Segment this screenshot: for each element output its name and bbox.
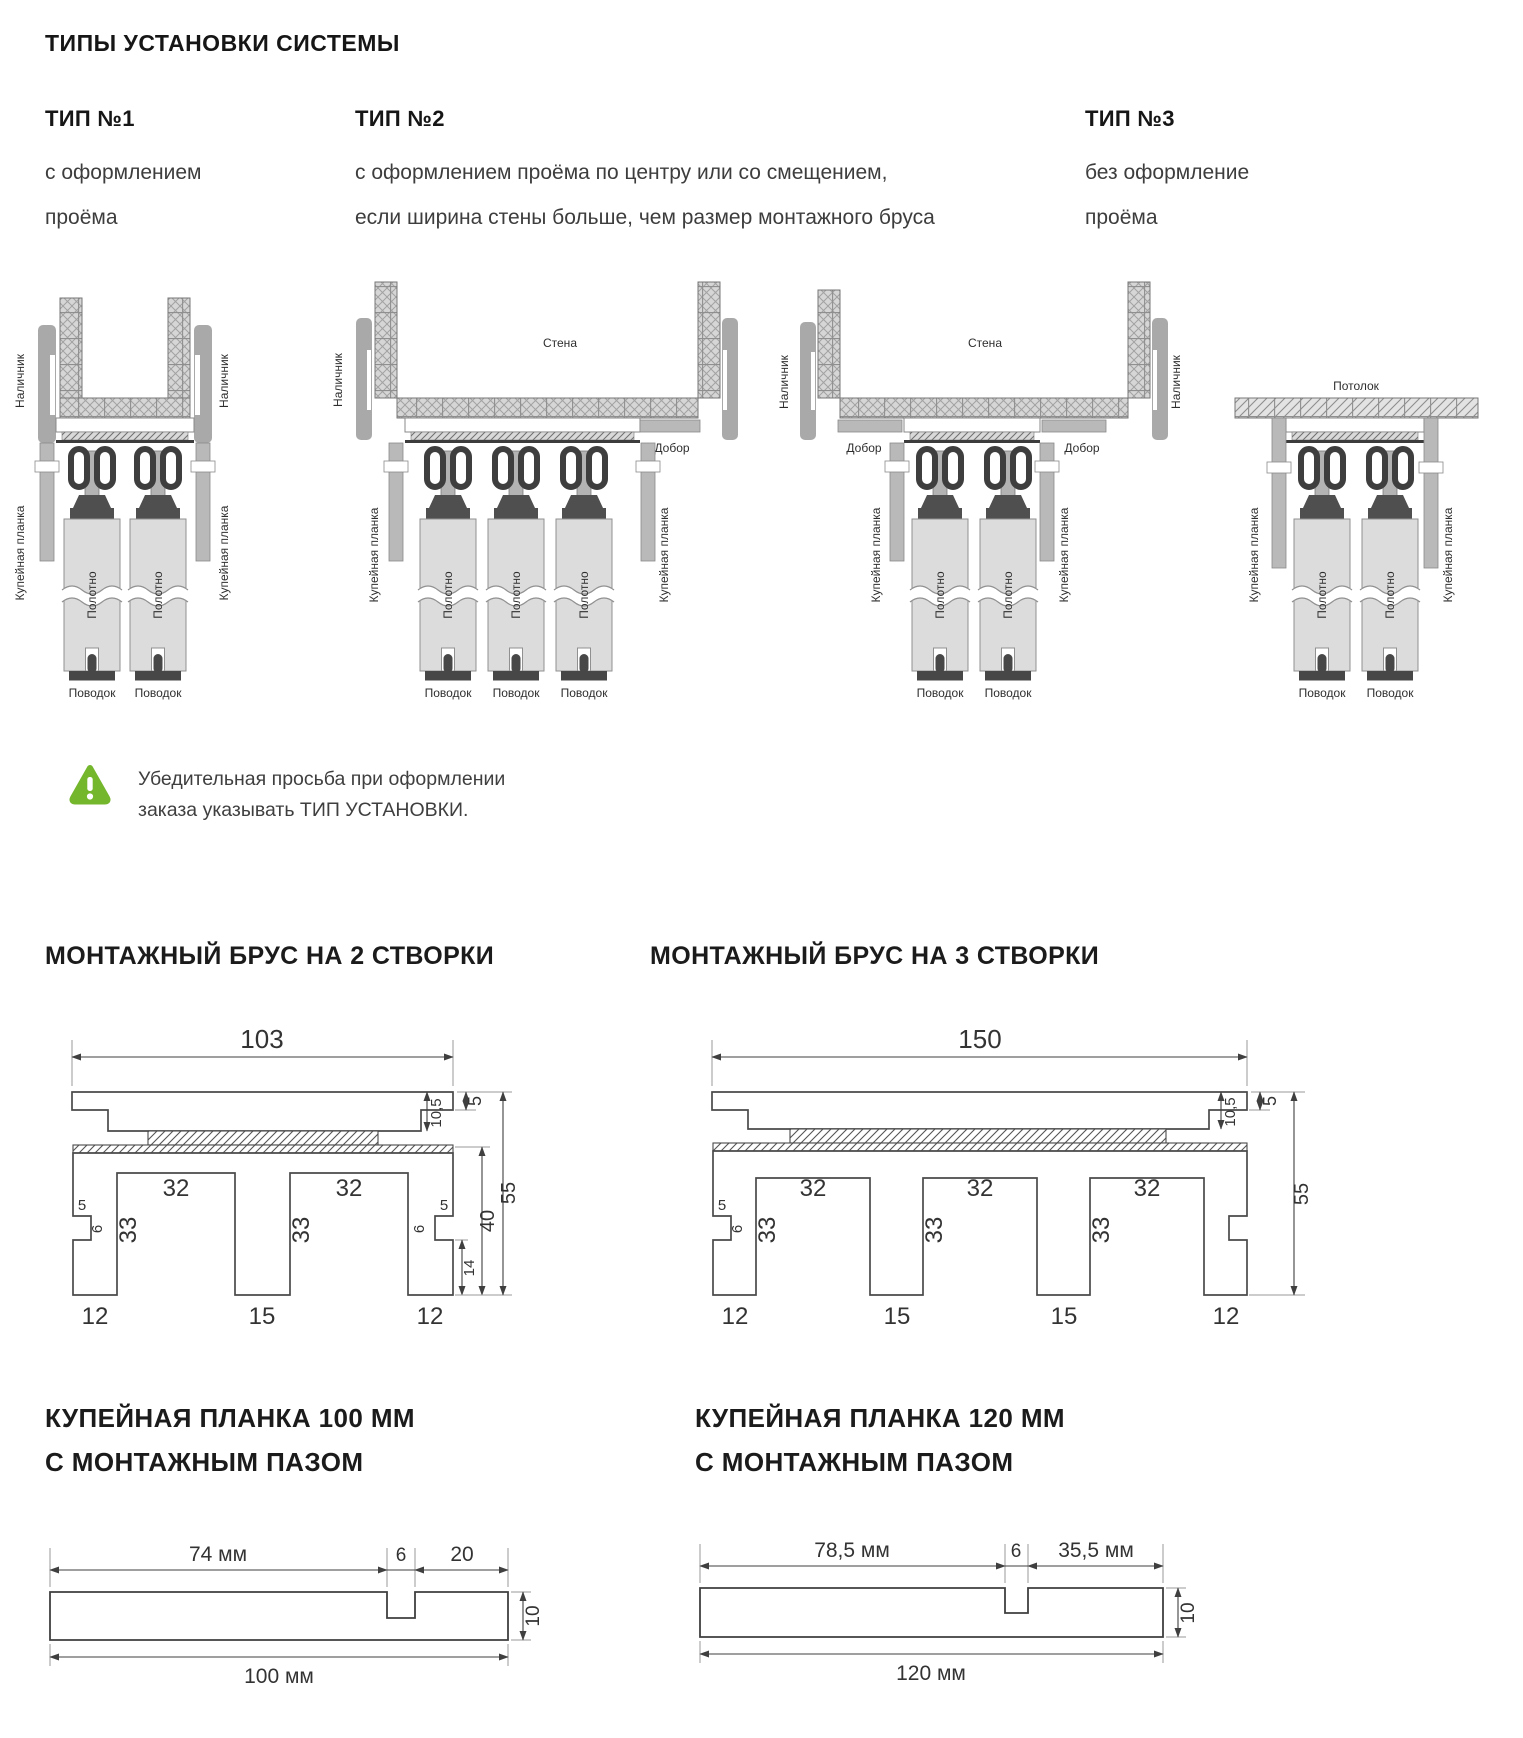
planka100-title <box>45 1396 415 1484</box>
label-panel: Полотно <box>509 571 523 619</box>
door-assembly <box>418 449 478 681</box>
type-3-name: ТИП №3 <box>1085 106 1175 131</box>
dim-slot-33: 33 <box>115 1216 142 1244</box>
label-strip: Купейная планка <box>1247 507 1261 603</box>
planka120-drawing <box>700 1539 1199 1685</box>
dim-notch-6: 6 <box>89 1224 106 1234</box>
dim-slot-32: 32 <box>335 1175 363 1202</box>
planka120-title <box>695 1396 1065 1484</box>
dim-step-10-5: 10,5 <box>1222 1097 1239 1127</box>
dim-lip-5: 5 <box>1260 1095 1280 1107</box>
dim-notch-6: 6 <box>729 1224 746 1234</box>
dim-55: 55 <box>498 1181 520 1205</box>
dim-slot-33: 33 <box>288 1216 315 1244</box>
dim-10: 10 <box>1178 1602 1199 1624</box>
label-leader: Поводок <box>1298 686 1346 700</box>
brus3-title: МОНТАЖНЫЙ БРУС НА 3 СТВОРКИ <box>650 942 1100 970</box>
label-leader: Поводок <box>134 686 182 700</box>
dim-foot: 12 <box>416 1303 444 1330</box>
brus-drawings <box>0 1000 1523 1340</box>
dim-slot-32: 32 <box>966 1175 994 1202</box>
label-leader: Поводок <box>916 686 964 700</box>
dim-6: 6 <box>1010 1541 1022 1562</box>
label-filler: Добор <box>846 441 882 455</box>
type-1-header <box>45 106 201 240</box>
planka120-title-line1: КУПЕЙНАЯ ПЛАНКА 120 ММ <box>695 1403 1065 1433</box>
planka100-profile <box>50 1592 508 1640</box>
dim-slot-32: 32 <box>162 1175 190 1202</box>
type-2-name: ТИП №2 <box>355 106 445 131</box>
type-3-desc-line2: проёма <box>1085 206 1158 229</box>
diagram-type-3 <box>1235 379 1478 700</box>
planka100-title-line2: С МОНТАЖНЫМ ПАЗОМ <box>45 1447 364 1477</box>
type-2-desc-line2: если ширина стены больше, чем размер монтажного бруса <box>355 206 935 229</box>
dim-10: 10 <box>523 1605 544 1627</box>
filler-bar <box>640 420 700 432</box>
brus3-body <box>713 1151 1247 1295</box>
label-filler: Добор <box>1064 441 1100 455</box>
planka120-profile <box>700 1588 1163 1637</box>
door-assembly <box>1292 449 1352 681</box>
kupe-strip-right <box>191 443 215 561</box>
mounting-rail <box>405 418 640 443</box>
label-casing: Наличник <box>777 355 791 409</box>
wall-bricks <box>60 298 190 418</box>
wall-bricks <box>818 282 1150 418</box>
label-panel: Полотно <box>85 571 99 619</box>
dim-notch-5: 5 <box>717 1197 727 1214</box>
label-casing: Наличник <box>13 354 27 408</box>
warning-note <box>68 762 505 825</box>
type-2-desc-line1: с оформлением проёма по центру или со смещением, <box>355 161 888 184</box>
dim-lip-5: 5 <box>465 1095 485 1107</box>
warning-text <box>138 762 505 825</box>
filler-bar <box>838 420 902 432</box>
dim-14: 14 <box>461 1259 478 1277</box>
warning-line-1: Убедительная просьба при оформлении <box>138 768 506 790</box>
label-strip: Купейная планка <box>13 505 27 601</box>
kupe-strip-left <box>885 443 909 561</box>
dim-slot-32: 32 <box>1133 1175 1161 1202</box>
dim-slot-33: 33 <box>921 1216 948 1244</box>
dim-74: 74 мм <box>188 1543 248 1566</box>
label-casing: Наличник <box>1169 355 1183 409</box>
label-leader: Поводок <box>492 686 540 700</box>
diagram-type-2-centered <box>777 282 1183 700</box>
dim-slot-32: 32 <box>799 1175 827 1202</box>
diagram-type-1 <box>13 298 231 700</box>
brus3-drawing <box>712 1024 1313 1330</box>
type-1-name: ТИП №1 <box>45 106 135 131</box>
door-assembly <box>978 449 1038 681</box>
label-panel: Полотно <box>933 571 947 619</box>
dim-55: 55 <box>1291 1182 1313 1206</box>
kupe-strip-left <box>35 443 59 561</box>
door-assembly <box>1360 449 1420 681</box>
label-wall: Стена <box>967 336 1003 350</box>
label-casing: Наличник <box>331 353 345 407</box>
mounting-rail <box>1286 418 1424 443</box>
installation-diagrams <box>0 250 1523 720</box>
brus2-title: МОНТАЖНЫЙ БРУС НА 2 СТВОРКИ <box>45 942 495 970</box>
label-panel: Полотно <box>1315 571 1329 619</box>
brus2-drawing <box>72 1024 520 1330</box>
dim-foot: 12 <box>81 1303 109 1330</box>
label-leader: Поводок <box>1366 686 1414 700</box>
label-wall: Стена <box>542 336 578 350</box>
label-leader: Поводок <box>560 686 608 700</box>
label-leader: Поводок <box>68 686 116 700</box>
label-strip: Купейная планка <box>869 507 883 603</box>
mounting-rail <box>56 418 194 443</box>
dim-foot: 15 <box>883 1303 911 1330</box>
dim-40: 40 <box>477 1209 499 1233</box>
dim-foot: 15 <box>248 1303 276 1330</box>
dim-foot: 12 <box>1212 1303 1240 1330</box>
brus2-gasket-thick <box>148 1131 378 1145</box>
casing-right <box>722 318 738 440</box>
brus3-top-plate <box>712 1092 1247 1129</box>
dim-notch-5: 5 <box>77 1197 87 1214</box>
diagram-type-2-offset <box>331 282 738 700</box>
dim-foot: 15 <box>1050 1303 1078 1330</box>
dim-103: 103 <box>240 1024 284 1054</box>
dim-slot-33: 33 <box>1088 1216 1115 1244</box>
dim-notch-6: 6 <box>411 1224 428 1234</box>
planka120-title-line2: С МОНТАЖНЫМ ПАЗОМ <box>695 1447 1014 1477</box>
brus2-top-plate <box>72 1092 453 1131</box>
door-assembly <box>910 449 970 681</box>
ceiling-bar <box>1235 398 1478 418</box>
type-2-header <box>355 106 935 240</box>
dim-20: 20 <box>450 1543 474 1566</box>
type-3-header <box>1085 106 1249 240</box>
label-panel: Полотно <box>577 571 591 619</box>
label-strip: Купейная планка <box>1057 507 1071 603</box>
type-1-desc-line2: проёма <box>45 206 118 229</box>
dim-78-5: 78,5 мм <box>814 1539 890 1562</box>
kupe-strip-left <box>384 443 408 561</box>
door-assembly <box>554 449 614 681</box>
brus3-gasket-thin <box>713 1143 1247 1151</box>
casing-left <box>356 318 372 440</box>
casing-right <box>194 325 212 443</box>
label-strip: Купейная планка <box>657 507 671 603</box>
planka100-drawing <box>50 1543 544 1688</box>
kupe-strip-right <box>1035 443 1059 561</box>
label-panel: Полотно <box>1383 571 1397 619</box>
planka-drawings <box>0 1535 1523 1700</box>
label-leader: Поводок <box>984 686 1032 700</box>
door-assembly <box>62 449 122 681</box>
filler-bar <box>1042 420 1106 432</box>
wall-bricks <box>375 282 720 418</box>
door-assembly <box>486 449 546 681</box>
label-panel: Полотно <box>441 571 455 619</box>
label-filler: Добор <box>654 441 690 455</box>
label-panel: Полотно <box>1001 571 1015 619</box>
warning-line-2: заказа указывать ТИП УСТАНОВКИ. <box>138 798 469 821</box>
label-strip: Купейная планка <box>367 507 381 603</box>
dim-6: 6 <box>395 1545 407 1566</box>
dim-step-10-5: 10,5 <box>428 1098 445 1128</box>
dim-120: 120 мм <box>896 1662 966 1685</box>
mounting-rail <box>904 418 1040 443</box>
dim-100: 100 мм <box>244 1665 314 1688</box>
brus3-gasket-thick <box>790 1129 1166 1143</box>
dim-35-5: 35,5 мм <box>1058 1539 1134 1562</box>
label-strip: Купейная планка <box>1441 507 1455 603</box>
type-1-desc-line1: с оформлением <box>45 161 202 184</box>
door-assembly <box>128 449 188 681</box>
casing-right <box>1152 318 1168 440</box>
dim-150: 150 <box>958 1024 1002 1054</box>
warning-icon <box>68 762 112 812</box>
dim-slot-33: 33 <box>754 1216 781 1244</box>
casing-left <box>38 325 56 443</box>
dim-foot: 12 <box>721 1303 749 1330</box>
label-leader: Поводок <box>424 686 472 700</box>
planka100-title-line1: КУПЕЙНАЯ ПЛАНКА 100 ММ <box>45 1403 415 1433</box>
label-casing: Наличник <box>217 354 231 408</box>
dim-notch-5: 5 <box>439 1197 449 1214</box>
brus2-gasket-thin <box>73 1145 453 1153</box>
label-strip: Купейная планка <box>217 505 231 601</box>
page-title: ТИПЫ УСТАНОВКИ СИСТЕМЫ <box>45 30 400 56</box>
type-3-desc-line1: без оформление <box>1085 161 1250 184</box>
label-panel: Полотно <box>151 571 165 619</box>
casing-left <box>800 322 816 440</box>
label-ceiling: Потолок <box>1333 379 1379 393</box>
